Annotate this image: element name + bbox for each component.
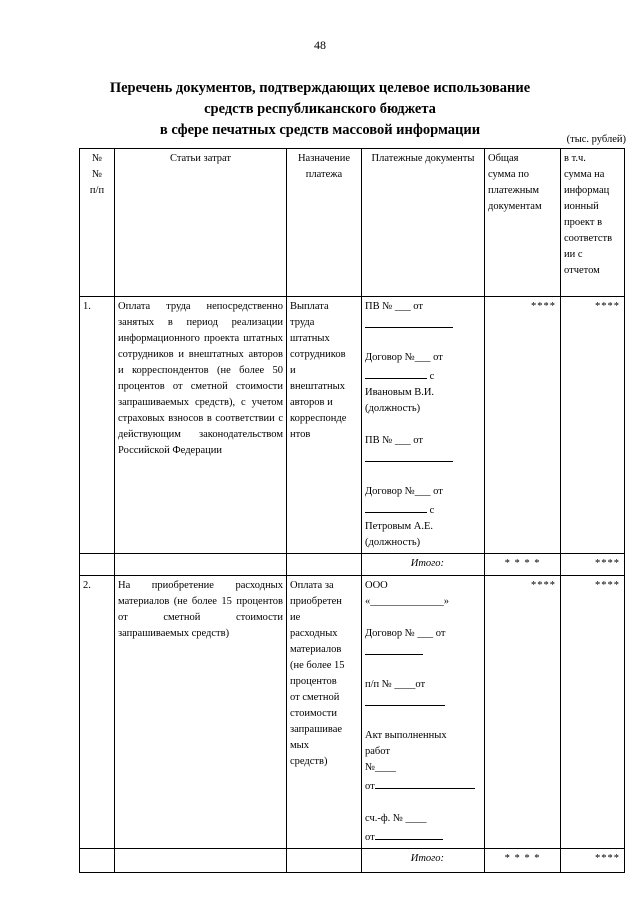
subtotal-row: [80, 554, 625, 576]
page-number: 48: [314, 38, 326, 52]
title-line-3: в сфере печатных средств массовой информации: [159, 122, 481, 138]
subtotal-total: * * * *: [485, 849, 561, 873]
subtotal-label: Итого:: [362, 849, 485, 873]
row-expense: Оплата труда непосредственно занятых в период реализации информационного проекта штатных сотрудников и внештатных авторов и корреспондентов (не более 50 процентов от сметной стоимости запрашиваемых средств), с учетом страховых взносов в соответствии с действующим законодательством Российской Федерации: [115, 297, 287, 554]
header-expense: Статьи затрат: [115, 149, 287, 297]
subtotal-total: * * * *: [485, 554, 561, 576]
table-row: [80, 297, 625, 554]
row-project: ****: [561, 576, 625, 849]
subtotal-project: ****: [561, 849, 625, 873]
row-num: 2.: [80, 576, 115, 849]
header-total: Общая сумма по платежным документам: [485, 149, 561, 297]
title-line-2: средств республиканского бюджета: [204, 101, 436, 117]
row-num: 1.: [80, 297, 115, 554]
title-line-1: Перечень документов, подтверждающих целевое использование: [109, 80, 531, 96]
row-total: ****: [485, 297, 561, 554]
row-expense: На приобретение расходных материалов (не более 15 процентов от сметной стоимости запрашиваемых средств): [115, 576, 287, 849]
row-docs: ПВ № ___ от Договор №___ от с Ивановым В.И. (должность) ПВ № ___ от Договор №___ от с Петровым А.Е. (должность): [362, 297, 485, 554]
header-row: [80, 149, 625, 297]
subtotal-row: [80, 849, 625, 873]
documents-table: [79, 148, 625, 873]
row-total: ****: [485, 576, 561, 849]
row-purpose: Оплата за приобретен ие расходных материалов (не более 15 процентов от сметной стоимости запрашивае мых средств): [287, 576, 362, 849]
subtotal-label: Итого:: [362, 554, 485, 576]
units-note: (тыс. рублей): [566, 134, 626, 145]
row-docs: ООО «______________» Договор № ___ от п/п № ____от Акт выполненных работ №____ от сч.-ф. № ____ от: [362, 576, 485, 849]
header-purpose: Назначение платежа: [287, 149, 362, 297]
table-row: [80, 576, 625, 849]
row-purpose: Выплата труда штатных сотрудников и внештатных авторов и корреспонде нтов: [287, 297, 362, 554]
document-title: [0, 78, 640, 141]
header-num: № № п/п: [80, 149, 115, 297]
header-docs: Платежные документы: [362, 149, 485, 297]
header-project: в т.ч. сумма на информац ионный проект в соответств ии с отчетом: [561, 149, 625, 297]
row-project: ****: [561, 297, 625, 554]
subtotal-project: ****: [561, 554, 625, 576]
